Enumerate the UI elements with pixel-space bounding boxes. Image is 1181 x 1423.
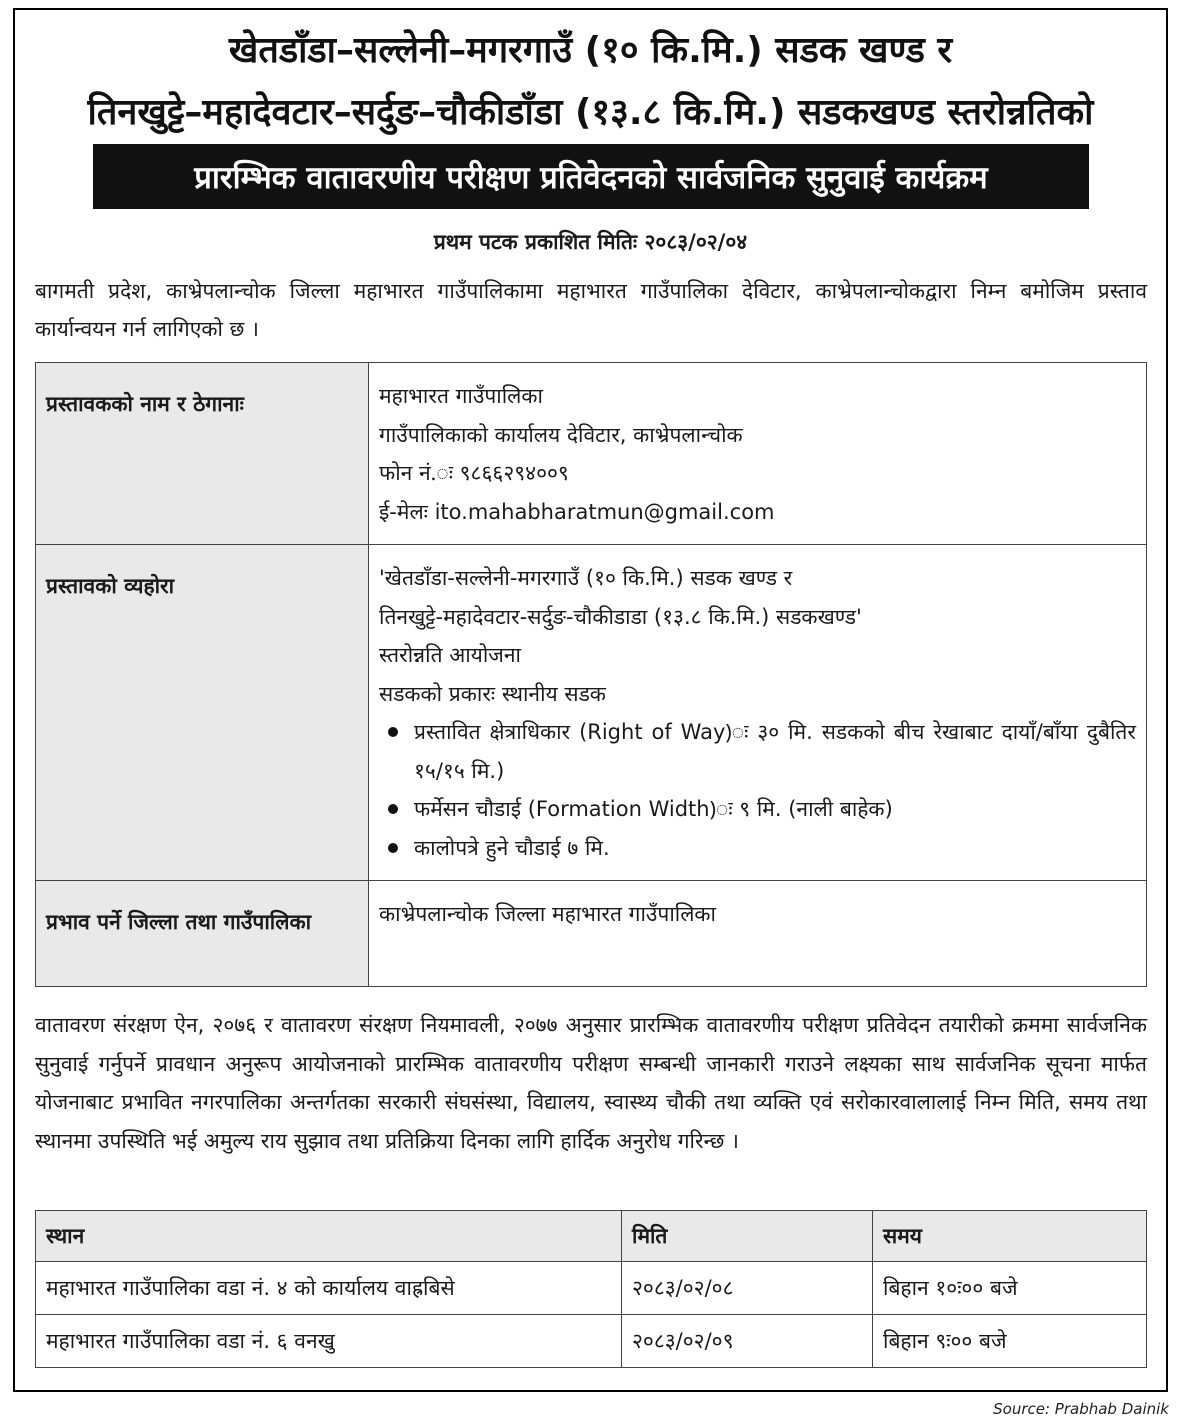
table-header-row <box>36 1211 1147 1262</box>
schedule-time: बिहान ९ः०० बजे <box>873 1315 1147 1368</box>
list-item: प्रस्तावित क्षेत्राधिकार (Right of Way)ः ३० मि. सडकको बीच रेखाबाट दायाँ/बाँया दुबैतिर १५/१५ मि.) <box>379 713 1136 790</box>
banner-text: प्रारम्भिक वातावरणीय परीक्षण प्रतिवेदनको सार्वजनिक सुनुवाई कार्यक्रम <box>194 159 988 196</box>
proposal-line-2: तिनखुट्टे-महादेवटार-सर्दुङ-चौकीडाडा (१३.८ कि.मि.) सडकखण्ड' <box>379 604 862 629</box>
schedule-date: २०८३/०२/०९ <box>622 1315 873 1368</box>
proponent-address: गाउँपालिकाको कार्यालय देविटार, काभ्रेपलान्चोक <box>379 422 743 447</box>
title-line-2: तिनखुट्टे–महादेवटार–सर्दुङ–चौकीडाँडा (१३.८ कि.मि.) सडकखण्ड स्तरोन्नतिको <box>87 92 1094 133</box>
header-date: मिति <box>622 1211 873 1262</box>
publish-date: प्रथम पटक प्रकाशित मितिः २०८३/०२/०४ <box>433 230 748 254</box>
notice-paragraph: वातावरण संरक्षण ऐन, २०७६ र वातावरण संरक्षण नियमावली, २०७७ अनुसार प्रारम्भिक वातावरणीय परीक्षण प्रतिवेदन तयारीको क्रममा सार्वजनिक सुनुवाई गर्नुपर्ने प्रावधान अनुरूप आयोजनाको प्रारम्भिक वातावरणीय परीक्षण सम्बन्धी जानकारी गराउने लक्ष्यका साथ सार्वजनिक सूचना मार्फत योजनाबाट प्रभावित नगरपालिका अन्तर्गतका सरकारी संघसंस्था, विद्यालय, स्वास्थ्य चौकी तथा व्यक्ति एवं सरोकारवालालाई निम्न मिति, समय तथा स्थानमा उपस्थिति भई अमुल्य राय सुझाव तथा प्रतिक्रिया दिनका लागि हार्दिक अनुरोध गरिन्छ । <box>35 1013 1147 1153</box>
proposal-info-table <box>35 362 1147 987</box>
proponent-phone: फोन नं.ः ९८६६२९४००९ <box>379 461 569 485</box>
schedule-place: महाभारत गाउँपालिका वडा नं. ६ वनखु <box>36 1315 622 1368</box>
affected-value: काभ्रेपलान्चोक जिल्ला महाभारत गाउँपालिका <box>369 881 1147 987</box>
schedule-time: बिहान १०ः०० बजे <box>873 1262 1147 1315</box>
header-place: स्थान <box>36 1211 622 1262</box>
proposal-details <box>369 545 1147 881</box>
proponent-label: प्रस्तावकको नाम र ठेगानाः <box>36 363 369 545</box>
proponent-name: महाभारत गाउँपालिका <box>379 384 543 408</box>
schedule-table <box>35 1210 1147 1368</box>
table-row <box>36 545 1147 881</box>
proponent-details <box>369 363 1147 545</box>
table-row <box>36 881 1147 987</box>
proposal-bullets <box>379 713 1136 867</box>
affected-label: प्रभाव पर्ने जिल्ला तथा गाउँपालिका <box>36 881 369 987</box>
proposal-label: प्रस्तावको व्यहोरा <box>36 545 369 881</box>
proposal-line-3: स्तरोन्नति आयोजना <box>379 643 521 667</box>
schedule-place: महाभारत गाउँपालिका वडा नं. ४ को कार्यालय वाह्रबिसे <box>36 1262 622 1315</box>
intro-paragraph: बागमती प्रदेश, काभ्रेपलान्चोक जिल्ला महाभारत गाउँपालिकामा महाभारत गाउँपालिका देविटार, काभ्रेपलान्चोकद्वारा निम्न बमोजिम प्रस्ताव कार्यान्वयन गर्न लागिएको छ । <box>35 279 1147 341</box>
header-time: समय <box>873 1211 1147 1262</box>
table-row <box>36 1262 1147 1315</box>
table-row <box>36 363 1147 545</box>
notice-banner <box>93 144 1089 209</box>
road-type: सडकको प्रकारः स्थानीय सडक <box>379 681 606 706</box>
schedule-date: २०८३/०२/०८ <box>622 1262 873 1315</box>
proponent-email: ई-मेलः ito.mahabharatmun@gmail.com <box>379 499 775 524</box>
title-line-1: खेतडाँडा–सल्लेनी–मगरगाउँ (१० कि.मि.) सडक खण्ड र <box>228 30 953 71</box>
table-row <box>36 1315 1147 1368</box>
list-item: फर्मेसन चौडाई (Formation Width)ः ९ मि. (नाली बाहेक) <box>379 790 1136 829</box>
source-credit: Source: Prabhab Dainik <box>993 1400 1169 1418</box>
list-item: कालोपत्रे हुने चौडाई ७ मि. <box>379 829 1136 868</box>
proposal-line-1: 'खेतडाँडा-सल्लेनी-मगरगाउँ (१० कि.मि.) सडक खण्ड र <box>379 566 793 590</box>
